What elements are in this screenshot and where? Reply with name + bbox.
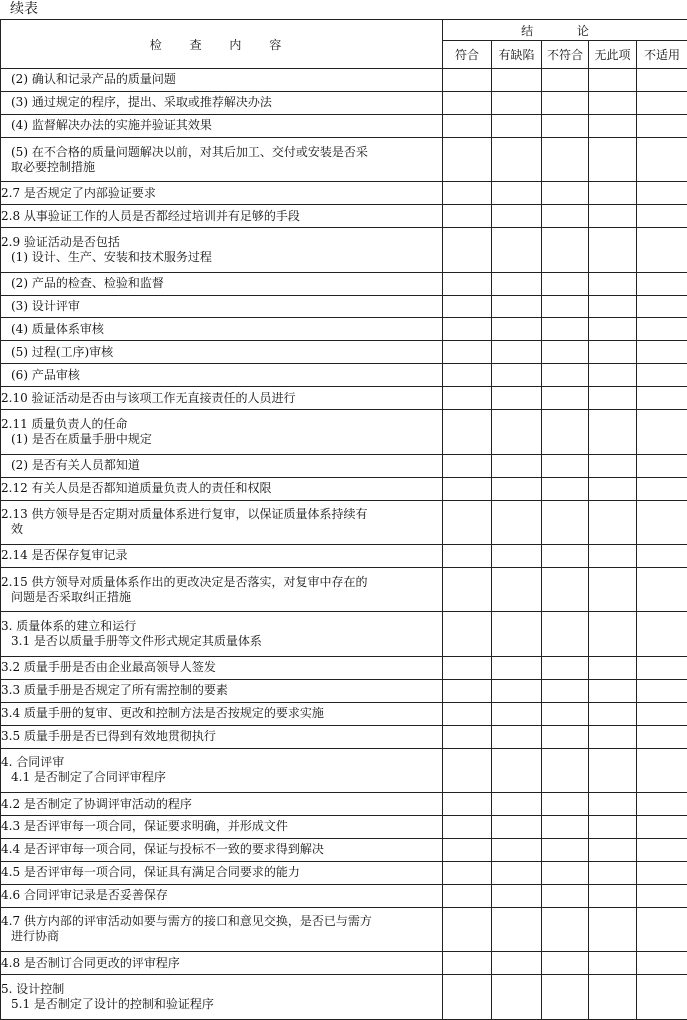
result-cell-defective[interactable] xyxy=(492,656,542,679)
check-item-line: 3.2 质量手册是否由企业最高领导人签发 xyxy=(1,660,216,675)
result-cell-conform[interactable] xyxy=(443,272,492,295)
result-cell-conform[interactable] xyxy=(443,748,492,792)
table-row xyxy=(1,679,687,702)
check-item-line: 3.3 质量手册是否规定了所有需控制的要素 xyxy=(1,683,228,698)
table-row xyxy=(1,975,687,1020)
result-cell-nonconform[interactable] xyxy=(542,182,589,205)
check-item xyxy=(1,341,443,364)
result-cell-no-such-item[interactable] xyxy=(589,907,637,951)
check-item xyxy=(1,477,443,500)
result-cell-defective[interactable] xyxy=(492,907,542,951)
result-cell-conform[interactable] xyxy=(443,182,492,205)
result-cell-defective[interactable] xyxy=(492,205,542,228)
result-cell-not-applicable[interactable] xyxy=(637,975,687,1020)
check-item-line: (3) 通过规定的程序，提出、采取或推荐解决办法 xyxy=(11,95,272,110)
result-cell-nonconform[interactable] xyxy=(542,454,589,477)
result-cell-nonconform[interactable] xyxy=(542,114,589,137)
table-row xyxy=(1,702,687,725)
result-cell-conform[interactable] xyxy=(443,91,492,114)
check-item-line: 2.12 有关人员是否都知道质量负责人的责任和权限 xyxy=(1,481,272,496)
check-item xyxy=(1,114,443,137)
result-cell-not-applicable[interactable] xyxy=(637,952,687,975)
check-item xyxy=(1,907,443,951)
check-item-line: 4.2 是否制定了协调评审活动的程序 xyxy=(1,796,192,811)
check-item xyxy=(1,69,443,92)
check-item xyxy=(1,838,443,861)
table-row xyxy=(1,500,687,544)
result-cell-defective[interactable] xyxy=(492,679,542,702)
check-item xyxy=(1,454,443,477)
column-header-defective: 有缺陷 xyxy=(492,41,542,69)
check-item xyxy=(1,815,443,838)
table-row xyxy=(1,725,687,748)
check-item-line: 5.1 是否制定了设计的控制和验证程序 xyxy=(11,997,214,1012)
check-item xyxy=(1,545,443,568)
result-cell-no-such-item[interactable] xyxy=(589,272,637,295)
result-cell-defective[interactable] xyxy=(492,725,542,748)
result-cell-nonconform[interactable] xyxy=(542,387,589,410)
result-cell-no-such-item[interactable] xyxy=(589,952,637,975)
result-cell-conform[interactable] xyxy=(443,725,492,748)
check-item-line: (5) 过程(工序)审核 xyxy=(11,344,114,359)
table-row xyxy=(1,545,687,568)
check-item xyxy=(1,500,443,544)
check-item-line: (3) 设计评审 xyxy=(11,299,80,313)
result-cell-defective[interactable] xyxy=(492,228,542,272)
result-cell-no-such-item[interactable] xyxy=(589,793,637,816)
result-cell-not-applicable[interactable] xyxy=(637,91,687,114)
check-item-line: 4. 合同评审 xyxy=(1,755,65,770)
check-item xyxy=(1,137,443,181)
result-cell-no-such-item[interactable] xyxy=(589,815,637,838)
check-item xyxy=(1,975,443,1020)
check-item-line: 3.1 是否以质量手册等文件形式规定其质量体系 xyxy=(11,634,262,649)
check-item-line: 4.3 是否评审每一项合同，保证要求明确，并形成文件 xyxy=(1,819,288,834)
result-cell-defective[interactable] xyxy=(492,364,542,387)
table-row xyxy=(1,861,687,884)
result-cell-not-applicable[interactable] xyxy=(637,69,687,92)
table-row xyxy=(1,295,687,318)
result-cell-not-applicable[interactable] xyxy=(637,702,687,725)
result-cell-nonconform[interactable] xyxy=(542,500,589,544)
table-row xyxy=(1,410,687,454)
result-cell-no-such-item[interactable] xyxy=(589,656,637,679)
result-cell-nonconform[interactable] xyxy=(542,410,589,454)
result-cell-no-such-item[interactable] xyxy=(589,91,637,114)
result-cell-nonconform[interactable] xyxy=(542,137,589,181)
result-cell-defective[interactable] xyxy=(492,69,542,92)
result-cell-conform[interactable] xyxy=(443,228,492,272)
table-row xyxy=(1,748,687,792)
check-item-line: 5. 设计控制 xyxy=(1,982,65,997)
column-header-nonconform: 不符合 xyxy=(542,41,589,69)
result-cell-defective[interactable] xyxy=(492,114,542,137)
check-item-line: 效 xyxy=(11,522,24,537)
table-row xyxy=(1,341,687,364)
result-cell-defective[interactable] xyxy=(492,500,542,544)
result-cell-defective[interactable] xyxy=(492,702,542,725)
check-item xyxy=(1,793,443,816)
check-item xyxy=(1,364,443,387)
check-item xyxy=(1,410,443,454)
result-cell-defective[interactable] xyxy=(492,793,542,816)
result-cell-defective[interactable] xyxy=(492,884,542,907)
table-continued-title: 续表 xyxy=(10,1,38,17)
result-cell-not-applicable[interactable] xyxy=(637,228,687,272)
result-cell-conform[interactable] xyxy=(443,114,492,137)
result-cell-no-such-item[interactable] xyxy=(589,182,637,205)
result-cell-no-such-item[interactable] xyxy=(589,545,637,568)
check-item xyxy=(1,679,443,702)
result-cell-not-applicable[interactable] xyxy=(637,477,687,500)
check-item xyxy=(1,612,443,656)
result-cell-not-applicable[interactable] xyxy=(637,612,687,656)
result-cell-nonconform[interactable] xyxy=(542,341,589,364)
check-item-line: (2) 确认和记录产品的质量问题 xyxy=(11,72,176,87)
result-cell-no-such-item[interactable] xyxy=(589,702,637,725)
result-cell-conform[interactable] xyxy=(443,861,492,884)
result-cell-conform[interactable] xyxy=(443,702,492,725)
result-cell-nonconform[interactable] xyxy=(542,815,589,838)
result-cell-conform[interactable] xyxy=(443,387,492,410)
result-cell-conform[interactable] xyxy=(443,815,492,838)
check-item-line: 进行协商 xyxy=(11,929,60,944)
result-cell-no-such-item[interactable] xyxy=(589,69,637,92)
check-item-line: 3. 质量体系的建立和运行 xyxy=(1,619,137,634)
check-item-line: 问题是否采取纠正措施 xyxy=(11,589,132,604)
check-item xyxy=(1,567,443,611)
result-cell-conform[interactable] xyxy=(443,679,492,702)
result-cell-no-such-item[interactable] xyxy=(589,387,637,410)
result-cell-no-such-item[interactable] xyxy=(589,228,637,272)
result-cell-not-applicable[interactable] xyxy=(637,884,687,907)
result-cell-conform[interactable] xyxy=(443,975,492,1020)
result-cell-nonconform[interactable] xyxy=(542,702,589,725)
check-item xyxy=(1,387,443,410)
result-cell-conform[interactable] xyxy=(443,318,492,341)
check-item-line: (4) 质量体系审核 xyxy=(11,321,104,336)
table-row xyxy=(1,114,687,137)
check-item-line: 2.15 供方领导对质量体系作出的更改决定是否落实，对复审中存在的 xyxy=(1,574,368,589)
table-row xyxy=(1,793,687,816)
result-cell-defective[interactable] xyxy=(492,477,542,500)
result-cell-no-such-item[interactable] xyxy=(589,500,637,544)
check-item-line: 2.8 从事验证工作的人员是否都经过培训并有足够的手段 xyxy=(1,208,300,223)
table-row xyxy=(1,567,687,611)
result-cell-nonconform[interactable] xyxy=(542,477,589,500)
table-row xyxy=(1,907,687,951)
check-item xyxy=(1,952,443,975)
checklist-body xyxy=(1,69,687,1020)
check-item-line: (4) 监督解决办法的实施并验证其效果 xyxy=(11,118,212,133)
result-cell-conform[interactable] xyxy=(443,952,492,975)
result-cell-conform[interactable] xyxy=(443,454,492,477)
result-cell-nonconform[interactable] xyxy=(542,69,589,92)
result-cell-no-such-item[interactable] xyxy=(589,137,637,181)
result-cell-nonconform[interactable] xyxy=(542,725,589,748)
result-cell-nonconform[interactable] xyxy=(542,907,589,951)
result-cell-not-applicable[interactable] xyxy=(637,656,687,679)
result-cell-defective[interactable] xyxy=(492,295,542,318)
check-item xyxy=(1,318,443,341)
table-row xyxy=(1,91,687,114)
result-cell-nonconform[interactable] xyxy=(542,567,589,611)
result-cell-nonconform[interactable] xyxy=(542,975,589,1020)
check-item-line: (1) 是否在质量手册中规定 xyxy=(11,431,152,446)
result-cell-not-applicable[interactable] xyxy=(637,567,687,611)
result-cell-conform[interactable] xyxy=(443,205,492,228)
check-item-line: (2) 是否有关人员都知道 xyxy=(11,458,140,473)
result-cell-conform[interactable] xyxy=(443,137,492,181)
result-cell-defective[interactable] xyxy=(492,838,542,861)
check-item-line: 3.5 质量手册是否已得到有效地贯彻执行 xyxy=(1,729,216,744)
result-cell-conform[interactable] xyxy=(443,364,492,387)
result-cell-not-applicable[interactable] xyxy=(637,318,687,341)
result-cell-nonconform[interactable] xyxy=(542,295,589,318)
result-cell-defective[interactable] xyxy=(492,545,542,568)
check-item xyxy=(1,205,443,228)
result-cell-not-applicable[interactable] xyxy=(637,272,687,295)
table-row xyxy=(1,815,687,838)
result-cell-conform[interactable] xyxy=(443,612,492,656)
check-item xyxy=(1,884,443,907)
result-cell-conform[interactable] xyxy=(443,884,492,907)
result-cell-conform[interactable] xyxy=(443,500,492,544)
result-cell-nonconform[interactable] xyxy=(542,228,589,272)
table-row xyxy=(1,182,687,205)
result-cell-nonconform[interactable] xyxy=(542,884,589,907)
column-header-no-such-item: 无此项 xyxy=(589,41,637,69)
result-cell-nonconform[interactable] xyxy=(542,952,589,975)
check-item-line: 4.5 是否评审每一项合同，保证具有满足合同要求的能力 xyxy=(1,865,300,880)
result-cell-not-applicable[interactable] xyxy=(637,205,687,228)
table-row xyxy=(1,477,687,500)
header-row xyxy=(1,20,687,41)
result-cell-not-applicable[interactable] xyxy=(637,454,687,477)
result-cell-defective[interactable] xyxy=(492,975,542,1020)
table-row xyxy=(1,69,687,92)
result-cell-conform[interactable] xyxy=(443,477,492,500)
column-header-not-applicable: 不适用 xyxy=(637,41,687,69)
check-item-line: 取必要控制措施 xyxy=(11,159,96,174)
result-cell-not-applicable[interactable] xyxy=(637,679,687,702)
check-item-line: 4.6 合同评审记录是否妥善保存 xyxy=(1,888,168,903)
check-item-line: 4.8 是否制订合同更改的评审程序 xyxy=(1,955,180,970)
check-item xyxy=(1,861,443,884)
result-cell-defective[interactable] xyxy=(492,861,542,884)
result-cell-no-such-item[interactable] xyxy=(589,318,637,341)
result-cell-nonconform[interactable] xyxy=(542,748,589,792)
result-cell-not-applicable[interactable] xyxy=(637,341,687,364)
check-item xyxy=(1,702,443,725)
result-cell-defective[interactable] xyxy=(492,341,542,364)
result-cell-not-applicable[interactable] xyxy=(637,182,687,205)
check-item xyxy=(1,748,443,792)
check-item-line: 2.13 供方领导是否定期对质量体系进行复审，以保证质量体系持续有 xyxy=(1,507,368,522)
result-cell-defective[interactable] xyxy=(492,612,542,656)
check-item-line: (2) 产品的检查、检验和监督 xyxy=(11,276,164,291)
table-row xyxy=(1,228,687,272)
check-item xyxy=(1,272,443,295)
result-cell-defective[interactable] xyxy=(492,182,542,205)
result-cell-no-such-item[interactable] xyxy=(589,861,637,884)
result-cell-not-applicable[interactable] xyxy=(637,500,687,544)
result-cell-no-such-item[interactable] xyxy=(589,748,637,792)
result-cell-defective[interactable] xyxy=(492,454,542,477)
check-item-line: 2.10 验证活动是否由与该项工作无直接责任的人员进行 xyxy=(1,390,296,405)
check-item xyxy=(1,182,443,205)
result-cell-nonconform[interactable] xyxy=(542,545,589,568)
result-cell-nonconform[interactable] xyxy=(542,861,589,884)
result-cell-no-such-item[interactable] xyxy=(589,114,637,137)
result-cell-nonconform[interactable] xyxy=(542,656,589,679)
result-cell-not-applicable[interactable] xyxy=(637,748,687,792)
result-cell-defective[interactable] xyxy=(492,815,542,838)
result-cell-nonconform[interactable] xyxy=(542,364,589,387)
result-cell-no-such-item[interactable] xyxy=(589,341,637,364)
result-cell-defective[interactable] xyxy=(492,387,542,410)
result-cell-no-such-item[interactable] xyxy=(589,725,637,748)
table-row xyxy=(1,454,687,477)
result-cell-nonconform[interactable] xyxy=(542,679,589,702)
result-cell-no-such-item[interactable] xyxy=(589,477,637,500)
content-column-header: 检 查 内 容 xyxy=(1,20,443,69)
result-cell-not-applicable[interactable] xyxy=(637,295,687,318)
result-cell-not-applicable[interactable] xyxy=(637,838,687,861)
check-item xyxy=(1,91,443,114)
check-item-line: 4.1 是否制定了合同评审程序 xyxy=(11,770,166,785)
check-item-line: 2.11 质量负责人的任命 xyxy=(1,416,128,431)
check-item xyxy=(1,656,443,679)
result-cell-conform[interactable] xyxy=(443,567,492,611)
result-cell-no-such-item[interactable] xyxy=(589,975,637,1020)
result-cell-conform[interactable] xyxy=(443,545,492,568)
table-row xyxy=(1,838,687,861)
result-cell-conform[interactable] xyxy=(443,341,492,364)
result-cell-conform[interactable] xyxy=(443,793,492,816)
check-item xyxy=(1,725,443,748)
result-cell-not-applicable[interactable] xyxy=(637,387,687,410)
result-cell-conform[interactable] xyxy=(443,838,492,861)
result-cell-defective[interactable] xyxy=(492,410,542,454)
result-cell-not-applicable[interactable] xyxy=(637,114,687,137)
result-cell-no-such-item[interactable] xyxy=(589,884,637,907)
check-item-line: 2.7 是否规定了内部验证要求 xyxy=(1,185,156,200)
table-row xyxy=(1,952,687,975)
result-cell-no-such-item[interactable] xyxy=(589,364,637,387)
result-cell-nonconform[interactable] xyxy=(542,318,589,341)
table-row xyxy=(1,884,687,907)
result-cell-not-applicable[interactable] xyxy=(637,410,687,454)
table-row xyxy=(1,205,687,228)
result-cell-not-applicable[interactable] xyxy=(637,364,687,387)
result-cell-conform[interactable] xyxy=(443,907,492,951)
conclusion-column-header: 结 论 xyxy=(443,20,687,41)
result-cell-nonconform[interactable] xyxy=(542,272,589,295)
result-cell-not-applicable[interactable] xyxy=(637,793,687,816)
result-cell-conform[interactable] xyxy=(443,410,492,454)
result-cell-defective[interactable] xyxy=(492,272,542,295)
result-cell-no-such-item[interactable] xyxy=(589,838,637,861)
result-cell-defective[interactable] xyxy=(492,952,542,975)
table-row xyxy=(1,137,687,181)
result-cell-not-applicable[interactable] xyxy=(637,815,687,838)
result-cell-nonconform[interactable] xyxy=(542,793,589,816)
result-cell-nonconform[interactable] xyxy=(542,612,589,656)
result-cell-conform[interactable] xyxy=(443,69,492,92)
check-item-line: (5) 在不合格的质量问题解决以前，对其后加工、交付或安装是否采 xyxy=(11,144,368,159)
result-cell-defective[interactable] xyxy=(492,318,542,341)
check-item-line: 4.4 是否评审每一项合同，保证与投标不一致的要求得到解决 xyxy=(1,842,324,857)
check-item-line: 2.9 验证活动是否包括 xyxy=(1,234,120,249)
result-cell-no-such-item[interactable] xyxy=(589,612,637,656)
table-row xyxy=(1,272,687,295)
result-cell-not-applicable[interactable] xyxy=(637,907,687,951)
table-row xyxy=(1,387,687,410)
check-item-line: 3.4 质量手册的复审、更改和控制方法是否按规定的要求实施 xyxy=(1,706,324,721)
result-cell-no-such-item[interactable] xyxy=(589,410,637,454)
check-item-line: (6) 产品审核 xyxy=(11,367,80,382)
table-row xyxy=(1,612,687,656)
result-cell-no-such-item[interactable] xyxy=(589,205,637,228)
result-cell-nonconform[interactable] xyxy=(542,205,589,228)
checklist-table xyxy=(0,19,687,1020)
table-row xyxy=(1,318,687,341)
result-cell-defective[interactable] xyxy=(492,567,542,611)
result-cell-nonconform[interactable] xyxy=(542,91,589,114)
result-cell-nonconform[interactable] xyxy=(542,838,589,861)
result-cell-conform[interactable] xyxy=(443,295,492,318)
table-row xyxy=(1,364,687,387)
result-cell-defective[interactable] xyxy=(492,748,542,792)
result-cell-not-applicable[interactable] xyxy=(637,137,687,181)
check-item xyxy=(1,228,443,272)
check-item-line: 4.7 供方内部的评审活动如要与需方的接口和意见交换，是否已与需方 xyxy=(1,914,372,929)
result-cell-no-such-item[interactable] xyxy=(589,567,637,611)
check-item-line: (1) 设计、生产、安装和技术服务过程 xyxy=(11,249,212,264)
check-item xyxy=(1,295,443,318)
table-row xyxy=(1,656,687,679)
result-cell-no-such-item[interactable] xyxy=(589,679,637,702)
result-cell-defective[interactable] xyxy=(492,137,542,181)
check-item-line: 2.14 是否保存复审记录 xyxy=(1,548,128,563)
result-cell-not-applicable[interactable] xyxy=(637,545,687,568)
result-cell-not-applicable[interactable] xyxy=(637,725,687,748)
result-cell-defective[interactable] xyxy=(492,91,542,114)
result-cell-conform[interactable] xyxy=(443,656,492,679)
column-header-conform: 符合 xyxy=(443,41,492,69)
result-cell-no-such-item[interactable] xyxy=(589,454,637,477)
result-cell-not-applicable[interactable] xyxy=(637,861,687,884)
result-cell-no-such-item[interactable] xyxy=(589,295,637,318)
